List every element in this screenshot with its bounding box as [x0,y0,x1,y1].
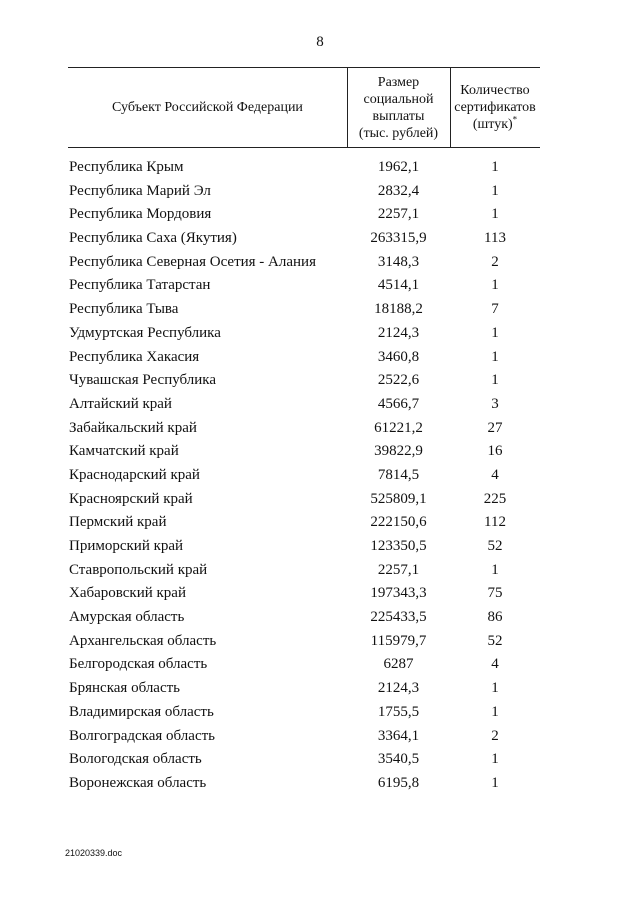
region-name: Приморский край [69,538,184,554]
payment-amount: 123350,5 [370,538,427,554]
region-name: Камчатский край [69,443,179,460]
table-header [68,67,540,148]
file-name: 21020339.doc [65,848,123,858]
payment-amount: 263315,9 [370,230,427,247]
region-name: Белгородская область [69,656,208,673]
table-row [68,535,540,559]
payment-amount: 197343,3 [370,585,427,602]
certificate-count: 7 [491,301,499,318]
table-row [68,298,540,322]
certificate-count: 1 [491,751,499,768]
certificate-count: 1 [491,703,499,720]
certificate-count: 1 [491,182,499,199]
payment-amount: 6195,8 [377,774,420,791]
certificate-count: 1 [491,159,499,175]
payment-amount: 18188,2 [374,301,423,318]
table-row [68,393,540,417]
table-row [68,203,540,227]
table-row [68,606,540,630]
certificate-count: 4 [491,656,499,673]
region-name: Красноярский край [69,490,193,507]
table-row [68,511,540,535]
table-row [68,227,540,251]
region-name: Республика Саха (Якутия) [69,230,237,247]
region-name: Волгоградская область [69,727,215,744]
table-row [68,772,540,796]
table-row [68,346,540,370]
payment-amount: 2522,6 [377,372,420,389]
header-subject: Субъект Российской Федерации [112,100,303,115]
certificate-count: 27 [487,419,503,436]
table-row [68,725,540,749]
certificate-count: 2 [491,253,499,270]
payment-amount: 2257,1 [377,206,420,223]
payment-amount: 6287 [383,656,414,673]
table-row [68,369,540,393]
table-row [68,701,540,725]
footnote-mark: * [512,114,518,125]
certificate-count: 1 [491,206,499,223]
region-name: Чувашская Республика [69,372,217,389]
payment-amount: 61221,2 [374,419,423,436]
certificate-count: 52 [487,632,503,649]
region-name: Краснодарский край [69,466,200,483]
certificate-count: 3 [491,395,499,412]
certificate-count: 2 [491,727,499,744]
payment-amount: 3540,5 [377,751,420,768]
certificate-count: 86 [487,609,503,626]
table-row [68,653,540,677]
certificate-count: 1 [491,324,499,341]
payment-amount: 4566,7 [377,395,420,412]
region-name: Республика Тыва [69,301,179,318]
table-row [68,156,540,180]
payment-amount: 2257,1 [377,561,420,578]
table-row [68,417,540,441]
region-name: Республика Мордовия [69,206,212,223]
table-row [68,274,540,298]
region-name: Республика Марий Эл [69,182,211,199]
region-name: Хабаровский край [69,585,186,602]
payment-amount: 2832,4 [377,182,420,199]
payment-amount: 2124,3 [377,324,420,341]
certificate-count: 113 [484,230,506,247]
table-row [68,582,540,606]
region-name: Вологодская область [69,751,202,768]
certificate-count: 1 [491,348,499,365]
payment-amount: 1755,5 [377,703,420,720]
certificate-count: 16 [487,443,503,460]
region-name: Ставропольский край [69,561,208,578]
table-row [68,440,540,464]
header-count: Количество сертификатов (штук)* [454,83,536,132]
region-name: Удмуртская Республика [69,324,221,341]
certificate-count: 1 [491,277,499,294]
certificate-count: 1 [491,680,499,697]
payment-amount: 115979,7 [370,632,427,649]
certificate-count: 225 [483,490,507,507]
region-name: Архангельская область [69,632,217,649]
payment-amount: 39822,9 [374,443,423,460]
page-number: 8 [316,34,324,50]
payment-amount: 3148,3 [377,253,420,270]
payment-amount: 525809,1 [370,490,427,507]
certificate-count: 1 [491,774,499,791]
region-name: Владимирская область [69,703,214,720]
table-row [68,559,540,583]
region-name: Алтайский край [69,395,172,412]
certificate-count: 52 [487,538,503,554]
table-row [68,748,540,772]
region-name: Пермский край [69,514,167,531]
region-name: Республика Татарстан [69,277,211,294]
payment-amount: 2124,3 [377,680,420,697]
table-row [68,251,540,275]
table-row [68,677,540,701]
certificate-count: 112 [484,514,506,531]
region-name: Воронежская область [69,774,207,791]
certificate-count: 4 [491,466,499,483]
payment-amount: 225433,5 [370,609,427,626]
table-row [68,180,540,204]
payment-amount: 222150,6 [370,514,427,531]
payment-amount: 7814,5 [377,466,420,483]
payment-amount: 3364,1 [377,727,420,744]
certificate-count: 75 [487,585,503,602]
payment-amount: 4514,1 [377,277,420,294]
header-amount: Размер социальной выплаты (тыс. рублей) [358,74,439,141]
payment-amount: 3460,8 [377,348,420,365]
table-row [68,630,540,654]
table-row [68,488,540,512]
table-body [68,156,540,796]
table-row [68,464,540,488]
certificate-count: 1 [491,372,499,389]
region-name: Брянская область [69,680,181,697]
subsidy-table [68,67,540,791]
region-name: Амурская область [69,609,185,626]
region-name: Республика Хакасия [69,348,200,365]
certificate-count: 1 [491,561,499,578]
table-row [68,322,540,346]
region-name: Республика Северная Осетия - Алания [69,253,316,270]
region-name: Республика Крым [69,159,184,175]
region-name: Забайкальский край [69,419,197,436]
payment-amount: 1962,1 [377,159,420,175]
